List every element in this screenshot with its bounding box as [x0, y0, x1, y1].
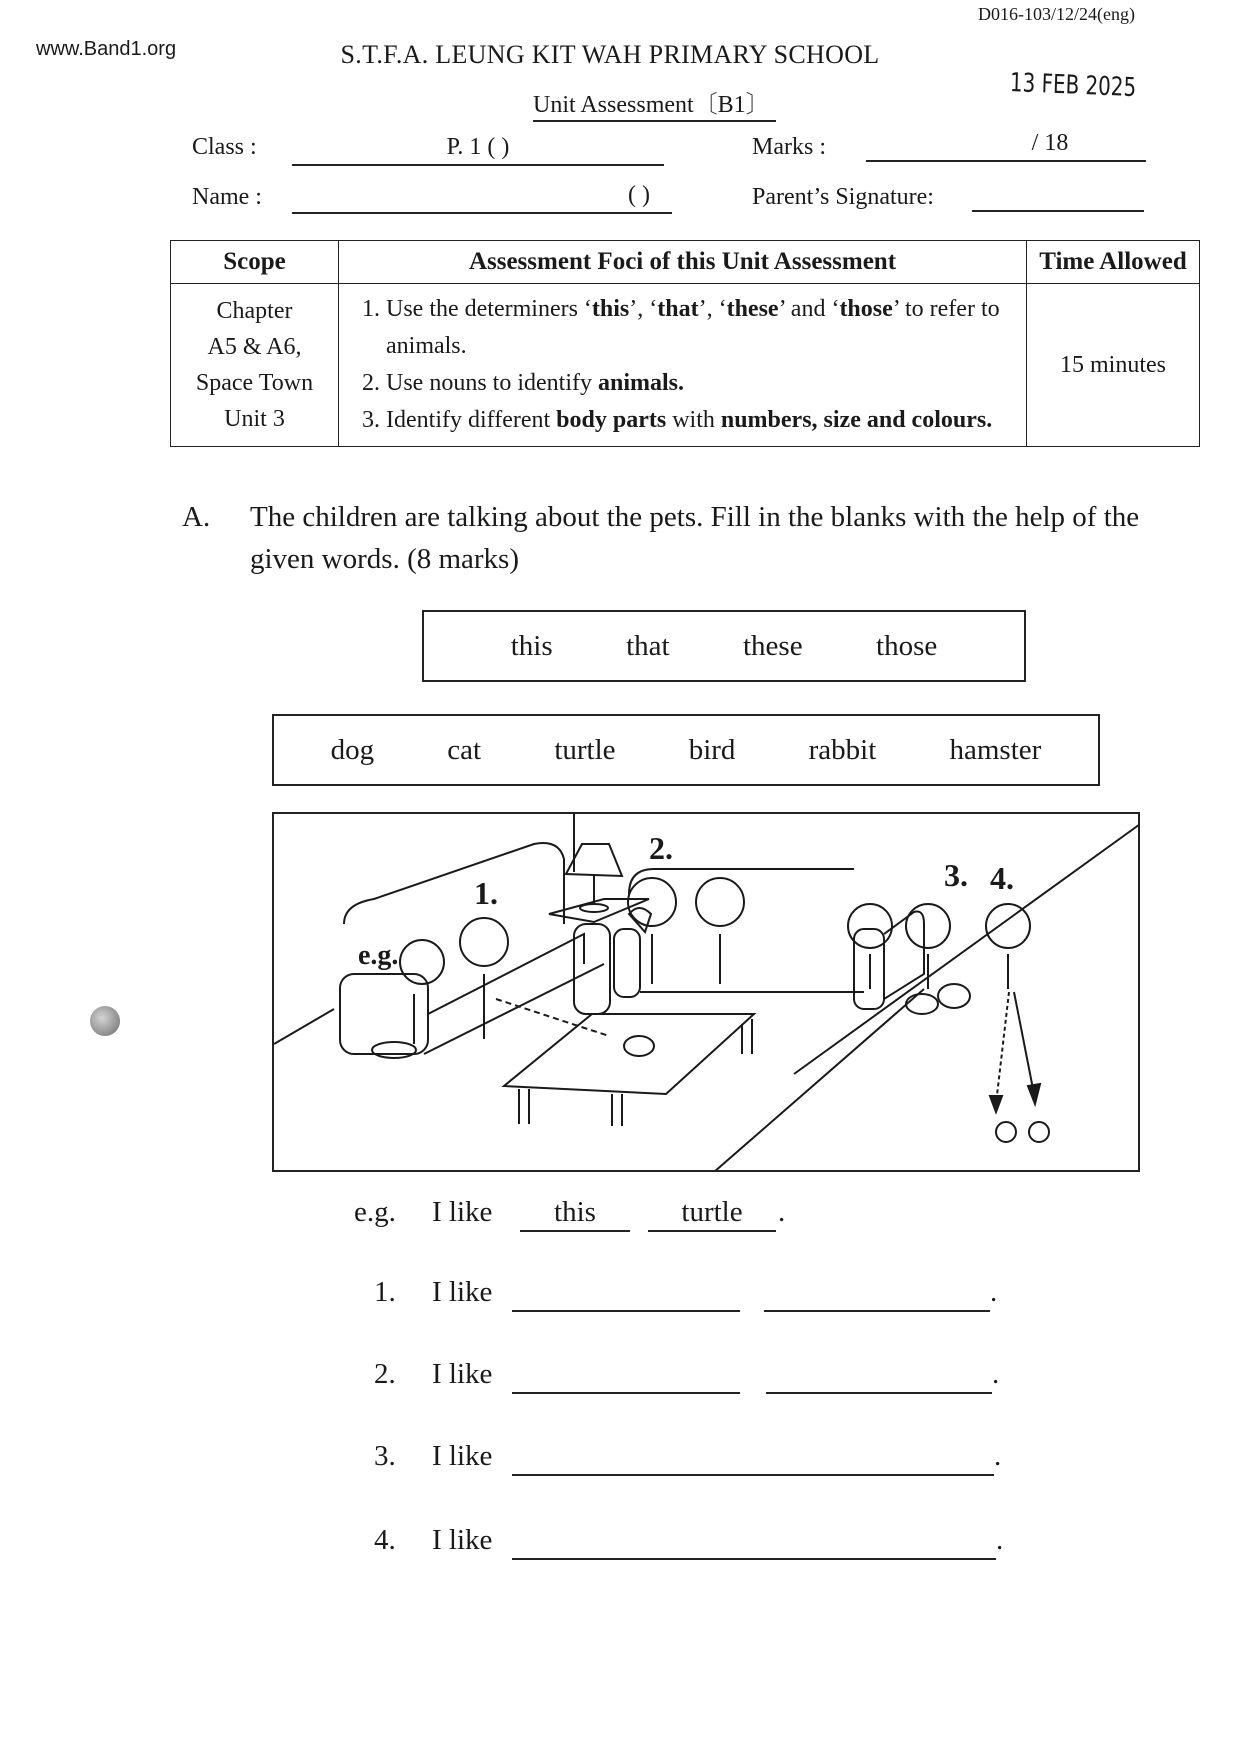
cat-2 — [1029, 1122, 1049, 1142]
scope-cell — [171, 284, 339, 447]
sentence-lead: I like — [432, 1276, 493, 1308]
pets-drawing — [372, 908, 1049, 1142]
date-stamp: 13 FEB 2025 — [1009, 68, 1137, 104]
answer-blank-4[interactable] — [512, 1524, 996, 1560]
word-that: that — [626, 629, 670, 662]
question-3 — [374, 1440, 1014, 1480]
instruction-text: The children are talking about the pets. Fill in the blanks with the help of the given words. (8 marks) — [250, 501, 1140, 575]
scope-line: Chapter — [216, 298, 293, 324]
label-3: 3. — [944, 857, 968, 893]
question-2 — [374, 1358, 1014, 1398]
foci-text: Use the determiners ‘ — [386, 296, 592, 322]
word-rabbit: rabbit — [808, 733, 877, 766]
answer-blank-1b[interactable] — [764, 1276, 990, 1312]
child-4 — [986, 904, 1030, 948]
sentence-end: . — [990, 1276, 998, 1308]
foci-text: with — [666, 407, 721, 433]
question-number: 2. — [374, 1358, 396, 1390]
class-value: P. 1 ( ) — [446, 134, 510, 160]
sentence-end: . — [996, 1524, 1004, 1556]
signature-label: Parent’s Signature: — [752, 184, 934, 210]
foci-text: Identify different — [386, 407, 557, 433]
header-foci: Assessment Foci of this Unit Assessment — [339, 241, 1027, 284]
child-3b — [906, 904, 950, 948]
foci-text: Use nouns to identify — [386, 370, 598, 396]
turtle-on-table — [624, 1036, 654, 1056]
foci-keyword: those — [839, 296, 893, 322]
question-number: 4. — [374, 1524, 396, 1556]
foci-keyword: body parts — [556, 407, 667, 433]
marks-label: Marks : — [752, 134, 826, 160]
header-time: Time Allowed — [1027, 241, 1200, 284]
dog-2 — [938, 984, 970, 1008]
word-hamster: hamster — [949, 733, 1042, 766]
answer-blank-2a[interactable] — [512, 1358, 740, 1394]
document-code: D016-103/12/24(eng) — [978, 4, 1135, 24]
answer-blank-2b[interactable] — [766, 1358, 992, 1394]
word-this: this — [510, 629, 553, 662]
right-sofa-drawing — [614, 869, 924, 1009]
example-answer-1: this — [520, 1196, 630, 1232]
sentence-end: . — [992, 1358, 1000, 1390]
class-label: Class : — [192, 134, 257, 160]
signature-field-line[interactable] — [972, 210, 1144, 212]
scope-line: Unit 3 — [224, 406, 285, 432]
table-row — [171, 284, 1200, 447]
word-cat: cat — [447, 733, 482, 766]
determiner-word-box — [422, 610, 1026, 682]
assessment-scope-table — [170, 240, 1200, 447]
name-field-line[interactable] — [292, 212, 672, 214]
question-4 — [374, 1524, 1014, 1564]
foci-text: ’ to refer to animals. — [386, 296, 1000, 359]
name-label: Name : — [192, 184, 262, 210]
foci-keyword: numbers, size and colours. — [720, 407, 993, 433]
table-header-row — [171, 241, 1200, 284]
word-dog: dog — [330, 733, 375, 766]
sentence-lead: I like — [432, 1358, 493, 1390]
animal-word-box — [272, 714, 1100, 786]
marks-total: / 18 — [1031, 130, 1069, 156]
word-these: these — [743, 629, 803, 662]
child-2a — [628, 878, 676, 926]
foci-keyword: these — [726, 296, 779, 322]
answer-blank-3[interactable] — [512, 1440, 994, 1476]
foci-list — [340, 291, 1025, 439]
foci-keyword: this — [591, 296, 630, 322]
sentence-end: . — [778, 1196, 786, 1228]
foci-text: ’, ‘ — [629, 296, 658, 322]
punch-hole — [90, 1006, 120, 1036]
living-room-illustration — [272, 812, 1140, 1172]
label-1: 1. — [474, 875, 498, 911]
sentence-end: . — [994, 1440, 1002, 1472]
word-turtle: turtle — [554, 733, 616, 766]
question-number: 1. — [374, 1276, 396, 1308]
foci-text: ’ and ‘ — [778, 296, 840, 322]
label-4: 4. — [990, 860, 1014, 896]
sentence-lead: I like — [432, 1196, 493, 1228]
turtle-eg — [372, 1042, 416, 1058]
watermark-text: www.Band1.org — [36, 38, 177, 60]
word-bird: bird — [688, 733, 736, 766]
scope-line: A5 & A6, — [207, 334, 302, 360]
sentence-lead: I like — [432, 1440, 493, 1472]
question-number: 3. — [374, 1440, 396, 1472]
class-number-paren: ( ) — [628, 182, 650, 208]
example-answer-2: turtle — [648, 1196, 776, 1232]
assessment-title: Unit Assessment〔B1〕 — [533, 84, 776, 122]
scope-line: Space Town — [195, 370, 314, 396]
word-those: those — [876, 629, 938, 662]
school-name — [0, 40, 1240, 70]
example-sentence — [354, 1196, 854, 1236]
coffee-table-drawing — [504, 1014, 754, 1126]
foci-keyword: animals. — [597, 370, 684, 396]
child-2b — [696, 878, 744, 926]
foci-keyword: that — [657, 296, 699, 322]
floor-line — [274, 1009, 334, 1044]
marks-field-line[interactable] — [866, 160, 1146, 162]
child-1 — [460, 918, 508, 966]
section-letter: A. — [182, 501, 211, 533]
header-scope: Scope — [171, 241, 339, 284]
class-field-line[interactable] — [292, 164, 664, 166]
foci-item — [386, 291, 1025, 365]
school-name-text: S.T.F.A. LEUNG KIT WAH PRIMARY SCHOOL — [340, 40, 880, 69]
rug-edge — [714, 989, 924, 1170]
example-label: e.g. — [354, 1196, 396, 1228]
foci-text: ’, ‘ — [698, 296, 727, 322]
answer-blank-1a[interactable] — [512, 1276, 740, 1312]
child-3a — [848, 904, 892, 948]
cat-1 — [996, 1122, 1016, 1142]
time-allowed: 15 minutes — [1027, 284, 1200, 447]
question-1 — [374, 1276, 1014, 1316]
rug-edge — [794, 814, 1138, 1074]
label-eg: e.g. — [358, 940, 399, 971]
sentence-lead: I like — [432, 1524, 493, 1556]
foci-cell — [339, 284, 1027, 447]
dog-1 — [906, 994, 938, 1014]
label-2: 2. — [649, 830, 673, 866]
foci-item — [386, 365, 1025, 402]
foci-item — [386, 402, 1025, 439]
